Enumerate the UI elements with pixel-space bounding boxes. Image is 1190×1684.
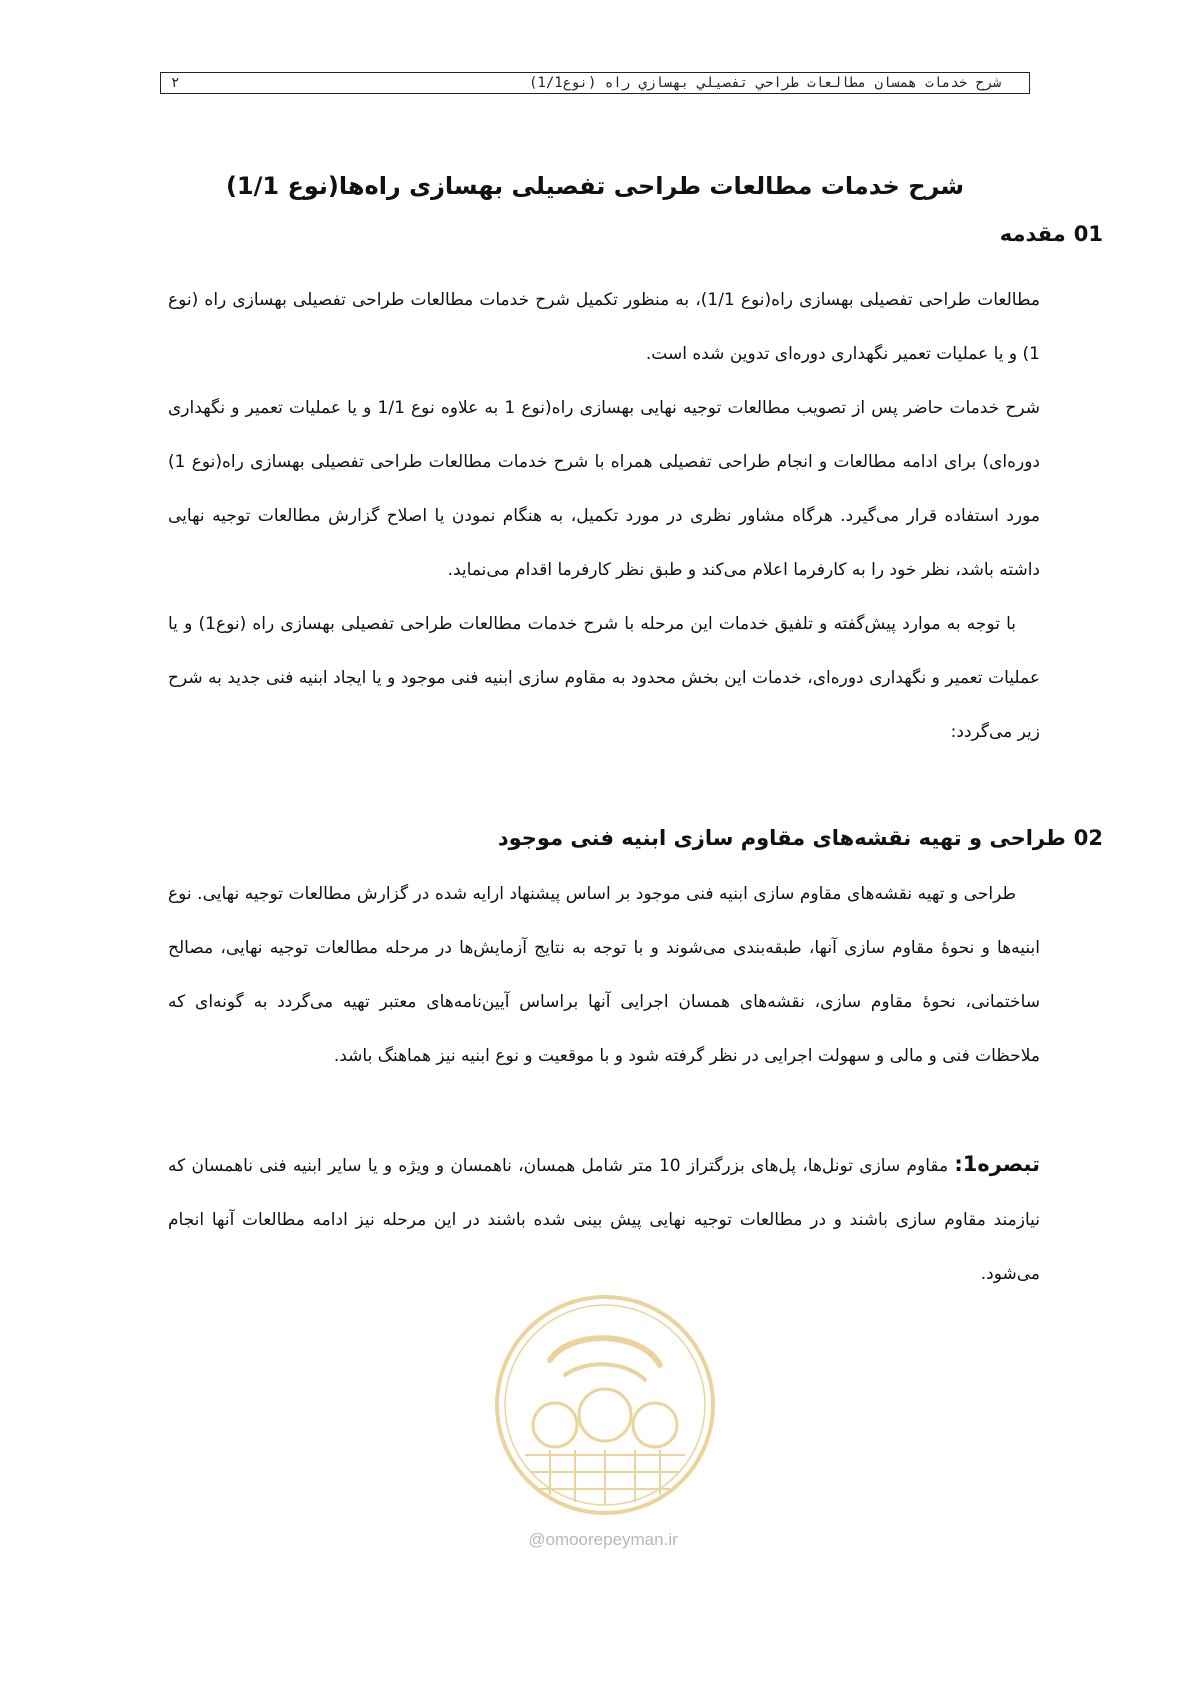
note-text: مقاوم سازی تونل‌ها، پل‌های بزرگتراز 10 متر شامل همسان، ناهمسان و ویژه و یا سایر ابنیه فنی ناهمسان که نیازمند مقاوم سازی باشند و در مطالعات توجیه نهایی پیش بینی شده باشند در این مرحله نیز ادامه مطالعات آنها انجام می‌شود. — [168, 1156, 1040, 1284]
section-title: مقدمه — [999, 222, 1066, 246]
section-number: 01 — [1073, 222, 1103, 246]
intro-paragraph-1: مطالعات طراحی تفصیلی بهسازی راه(نوع 1/1)، به منظور تکمیل شرح خدمات مطالعات طراحی تفصیلی بهسازی راه (نوع 1) و یا عملیات تعمیر نگهداری دوره‌ای تدوین شده است. — [168, 290, 1041, 364]
running-header-title: شرح خدمات همسان مطالعات طراحي تفصيلي بهسازي راه (نوع1/1) — [528, 75, 1001, 91]
watermark-stamp-logo — [490, 1290, 720, 1520]
page-number: ۲ — [171, 75, 180, 91]
section-heading-retrofit-design — [498, 826, 1103, 850]
watermark-url: @omoorepeyman.ir — [528, 1530, 678, 1549]
running-header — [160, 72, 1030, 94]
section-number: 02 — [1073, 826, 1103, 850]
section-title: طراحی و تهیه نقشه‌های مقاوم سازی ابنیه فنی موجود — [497, 826, 1066, 850]
intro-paragraph-3: با توجه به موارد پیش‌گفته و تلفیق خدمات این مرحله با شرح خدمات مطالعات طراحی تفصیلی بهسازی راه (نوع1) و یا عملیات تعمیر و نگهداری دوره‌ای، خدمات این بخش محدود به مقاوم سازی ابنیه فنی موجود و یا ایجاد ابنیه فنی جدید به شرح زیر می‌گردد: — [168, 614, 1040, 742]
section-heading-introduction — [1000, 222, 1103, 246]
note-label: تبصره1: — [954, 1152, 1040, 1176]
note-paragraph — [168, 1137, 1040, 1301]
retrofit-paragraph: طراحی و تهیه نقشه‌های مقاوم سازی ابنیه فنی موجود بر اساس پیشنهاد ارایه شده در گزارش مطالعات توجیه نهایی. نوع ابنیه‌ها و نحوهٔ مقاوم سازی آنها، طبقه‌بندی می‌شوند و با توجه به نتایج آزمایش‌ها در مرحله مطالعات توجیه نهایی، مصالح ساختمانی، نحوهٔ مقاوم سازی، نقشه‌های همسان اجرایی آنها براساس آیین‌نامه‌های معتبر تهیه می‌گردد به گونه‌ای که ملاحظات فنی و مالی و سهولت اجرایی در نظر گرفته شود و با موقعیت و نوع ابنیه نیز هماهنگ باشد. — [168, 884, 1040, 1066]
intro-paragraph-2: شرح خدمات حاضر پس از تصویب مطالعات توجیه نهایی بهسازی راه(نوع 1 به علاوه نوع 1/1 و یا عملیات تعمیر و نگهداری دوره‌ای) برای ادامه مطالعات و انجام طراحی تفصیلی همراه با شرح خدمات مطالعات طراحی تفصیلی بهسازی راه(نوع 1) مورد استفاده قرار می‌گیرد. هرگاه مشاور نظری در مورد تکمیل، به هنگام نمودن یا اصلاح گزارش مطالعات توجیه نهایی داشته باشد، نظر خود را به کارفرما اعلام می‌کند و طبق نظر کارفرما اقدام می‌نماید. — [168, 398, 1040, 580]
document-title: شرح خدمات مطالعات طراحی تفصیلی بهسازی راه‌ها(نوع 1/1) — [225, 172, 965, 200]
